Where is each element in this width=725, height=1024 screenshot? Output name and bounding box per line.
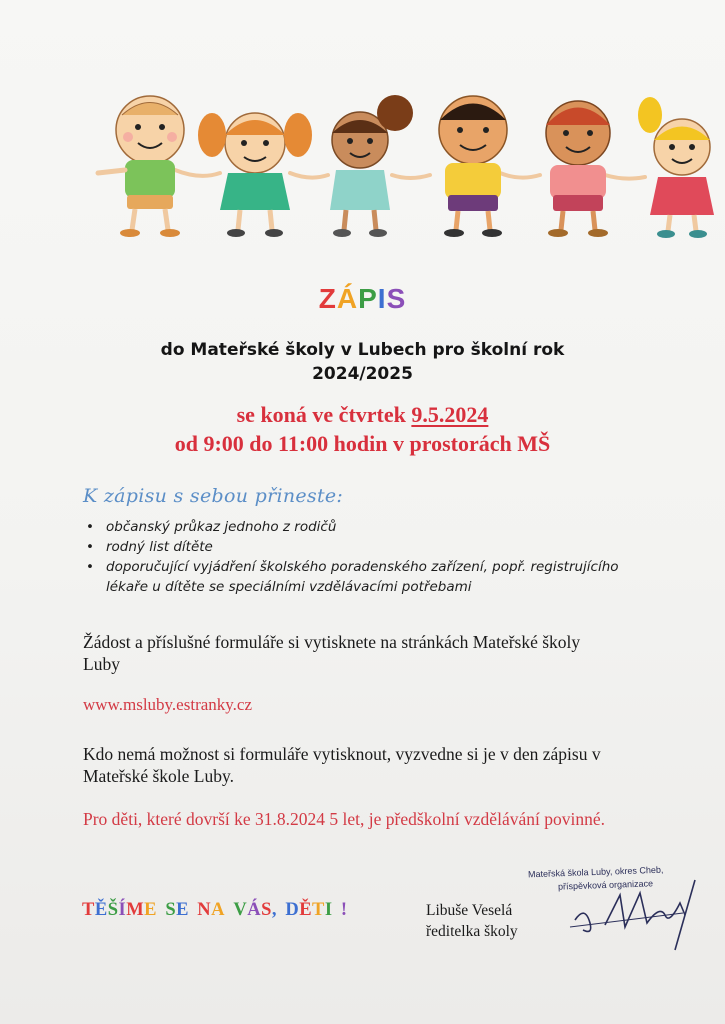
children-holding-hands-illustration: [80, 85, 720, 245]
title-letter: Á: [336, 283, 359, 314]
stamp-line-1: Mateřská škola Luby, okres Cheb,: [527, 864, 664, 880]
official-stamp: [510, 865, 710, 955]
bring-heading: K zápisu s sebou přineste:: [83, 485, 344, 507]
greeting-letter: Á: [247, 900, 262, 920]
kid-6: [638, 97, 714, 238]
greeting-letter: N: [197, 900, 212, 920]
greeting-letter: !: [340, 900, 348, 920]
greeting-letter: ,: [271, 900, 277, 920]
stamp-line-2: příspěvková organizace: [557, 878, 654, 892]
greeting-letter: Ě: [299, 900, 313, 920]
kid-5: [546, 101, 610, 237]
greeting-letter: [333, 900, 341, 921]
title-letter: I: [377, 283, 387, 314]
pickup-paragraph: Kdo nemá možnost si formuláře vytisknout, vyzvedne si je v den zápisu v Mateřské škole Luby.: [83, 744, 601, 786]
greeting-letter: Š: [107, 900, 119, 920]
greeting-letter: M: [126, 900, 145, 920]
list-item: • rodný list dítěte: [84, 537, 644, 557]
greeting-letter: [277, 900, 285, 921]
list-item: • doporučující vyjádření školského poradenského zařízení, popř. registrujícího lékaře u dítěte se speciálními vzdělávacími potřebami: [84, 557, 644, 597]
title-letter: P: [358, 283, 378, 314]
greeting: [82, 900, 348, 921]
greeting-letter: V: [233, 900, 248, 920]
greeting-letter: Í: [118, 900, 127, 920]
greeting-letter: I: [324, 900, 333, 920]
kid-1: [98, 96, 184, 237]
title-letter: Z: [318, 283, 337, 314]
greeting-letter: S: [261, 900, 272, 920]
greeting-letter: E: [144, 900, 157, 920]
greeting-letter: T: [82, 900, 95, 920]
greeting-letter: D: [285, 900, 300, 920]
kid-3: [330, 95, 413, 237]
mandatory-paragraph: Pro děti, které dovrší ke 31.8.2024 5 let, je předškolní vzdělávání povinné.: [83, 809, 605, 829]
forms-paragraph: Žádost a příslušné formuláře si vytisknete na stránkách Mateřské školy Luby: [83, 632, 581, 674]
kid-4: [439, 96, 507, 237]
greeting-letter: Ě: [94, 900, 108, 920]
greeting-letter: [157, 900, 165, 921]
subtitle: do Mateřské školy v Lubech pro školní rok: [160, 340, 565, 360]
school-year: 2024/2025: [312, 364, 413, 384]
greeting-letter: A: [211, 900, 226, 920]
event-date: 9.5.2024: [411, 402, 489, 427]
greeting-letter: E: [176, 900, 189, 920]
signatory-name: Libuše Veselá: [426, 902, 513, 919]
bring-list: [84, 517, 644, 597]
list-item: • občanský průkaz jednoho z rodičů: [84, 517, 644, 537]
page-title: [0, 283, 725, 315]
handwritten-signature: [565, 865, 715, 955]
greeting-letter: T: [312, 900, 325, 920]
event-date-line: [0, 402, 725, 428]
greeting-letter: [225, 900, 233, 921]
event-date-prefix: se koná ve čtvrtek: [236, 402, 412, 427]
greeting-letter: [189, 900, 197, 921]
website-link[interactable]: www.msluby.estranky.cz: [83, 695, 253, 714]
title-letter: S: [386, 283, 407, 314]
greeting-letter: S: [165, 900, 177, 920]
event-time: od 9:00 do 11:00 hodin v prostorách MŠ: [174, 431, 551, 456]
signature-block: [426, 900, 518, 942]
signatory-role: ředitelka školy: [426, 923, 518, 940]
